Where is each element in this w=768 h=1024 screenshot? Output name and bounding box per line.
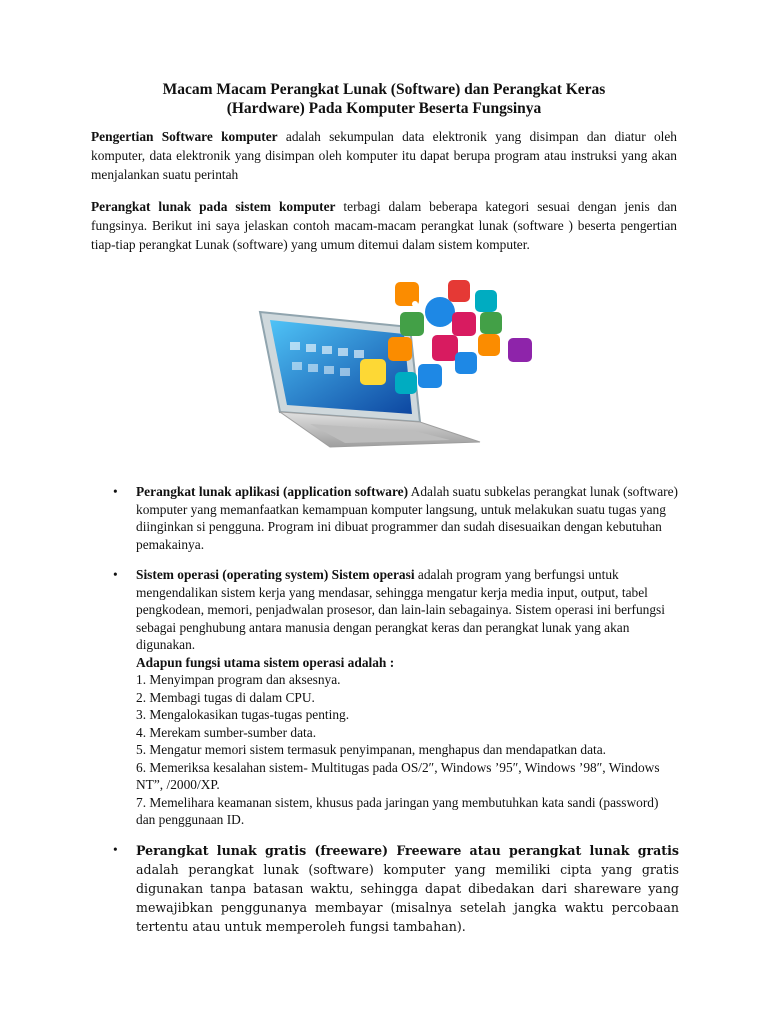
bullet-1-text: Adalah suatu subkelas perangkat lunak (software) komputer yang memanfaatkan kemampuan komputer langsung, untuk melakukan suatu tugas yang diinginkan si pengguna. Program ini dibuat programmer dan sudah disesuaikan dengan kebutuhan pemakainya. [136,484,679,552]
os-function-item: 2. Membagi tugas di dalam CPU. [136,689,315,705]
paragraph-1-text: adalah sekumpulan data elektronik yang disimpan dan diatur oleh komputer, data elektronik yang disimpan oleh komputer itu dapat berupa program atau instruksi yang akan menjalankan suatu perintah [91,129,678,182]
os-function-item: 6. Memeriksa kesalahan sistem- Multitugas pada OS/2″, Windows ’95″, Windows ’98″, Windows NT”, /2000/XP. [136,759,660,792]
check-app-icon [400,312,424,336]
os-function-item: 1. Menyimpan program dan aksesnya. [136,672,341,687]
settings-app-icon [448,280,470,302]
bullet-2-bold: Sistem operasi (operating system) Sistem operasi [136,567,415,582]
chat-app-icon [418,364,442,388]
list-item-text [136,566,679,829]
laptop-illustration-svg [250,272,540,462]
os-functions-heading: Adapun fungsi utama sistem operasi adalah : [136,654,395,670]
list-item-text [136,841,679,936]
percent-app-icon [508,338,532,362]
phone-app-icon [478,334,500,356]
gallery-app-icon [455,352,477,374]
refresh-app-icon [452,312,476,336]
os-function-item: 3. Mengalokasikan tugas-tugas penting. [136,707,350,722]
bullet-1-bold: Perangkat lunak aplikasi (application software) [136,484,409,499]
document-title [100,80,668,118]
music-app-icon [432,335,458,361]
title-line-2: (Hardware) Pada Komputer Beserta Fungsinya [226,100,542,117]
bullet-3-bold: Perangkat lunak gratis (freeware) Freeware atau perangkat lunak gratis [136,843,679,858]
bullet-icon: • [113,567,118,582]
chart-app-icon [475,290,497,312]
rss-app-icon [360,359,386,385]
message-app-icon [388,337,412,361]
list-item-text [136,483,679,553]
download-app-icon [412,301,418,307]
paragraph-2-bold: Perangkat lunak pada sistem komputer [91,199,336,214]
globe-app-icon [425,297,455,327]
laptop-apps-illustration [250,272,540,462]
paragraph-1-bold: Pengertian Software komputer [91,129,278,144]
os-function-item: 7. Memelihara keamanan sistem, khusus pada jaringan yang membutuhkan kata sandi (password) dan penggunaan ID. [136,794,659,827]
cart-app-icon [480,312,502,334]
bullet-icon: • [113,842,118,857]
os-function-item: 5. Mengatur memori sistem termasuk penyimpanan, menghapus dan mendapatkan data. [136,742,607,757]
title-line-1: Macam Macam Perangkat Lunak (Software) dan Perangkat Keras [162,81,606,98]
paragraph-software-definition [91,127,677,184]
camera-app-icon [395,372,417,394]
paragraph-2-text: terbagi dalam beberapa kategori sesuai dengan jenis dan fungsinya. Berikut ini saya jelaskan contoh macam-macam perangkat lunak (software ) beserta pengertian tiap-tiap perangkat Lunak (software) yang umum ditemui dalam sistem komputer. [91,199,677,252]
bullet-3-text: adalah perangkat lunak (software) komputer yang memiliki cipta yang gratis digunakan tanpa batasan waktu, sehingga dapat dibedakan dari shareware yang mewajibkan penggunanya membayar (misalnya setelah jangka waktu percobaan tertentu atau untuk memperoleh fungsi tambahan). [136,862,679,934]
bullet-2-text: adalah program yang berfungsi untuk mengendalikan sistem kerja yang mendasar, sehingga mengatur kerja media input, output, tabel pengkodean, memori, penjadwalan prosesor, dan lain-lain sebagainya. Sistem operasi ini berfungsi sebagai penghubung antara manusia dengan perangkat keras dan perangkat lunak yang akan digunakan. [136,567,665,652]
os-function-item: 4. Merekam sumber-sumber data. [136,724,317,740]
bullet-icon: • [113,484,118,499]
paragraph-software-categories [91,197,677,254]
